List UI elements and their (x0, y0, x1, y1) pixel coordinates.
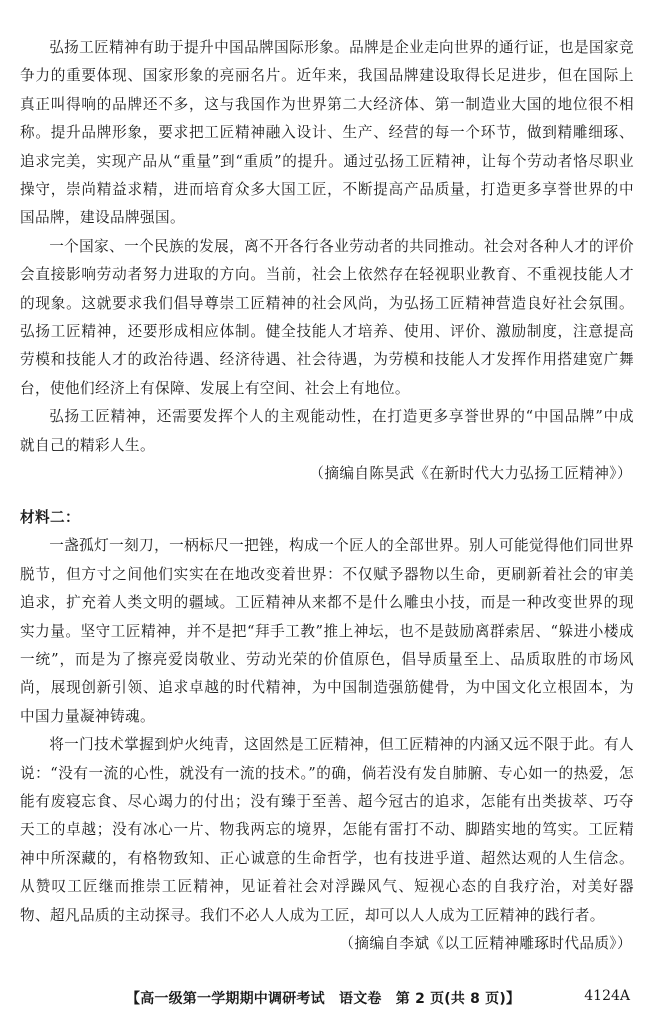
material-two (20, 504, 634, 959)
page-footer (0, 984, 648, 1008)
exam-label: 【高一级第一学期期中调研考试 语文卷 第 2 页(共 8 页)】 (126, 991, 521, 1007)
paragraph: 弘扬工匠精神，还需要发挥个人的主观能动性，在打造更多享誉世界的“中国品牌”中成就自己的精彩人生。 (20, 408, 634, 454)
paragraph: 将一门技术掌握到炉火纯青，这固然是工匠精神，但工匠精神的内涵又远不限于此。有人说：“没有一流的心性，就没有一流的技术。”的确，倘若没有发自肺腑、专心如一的热爱，怎能有废寝忘食、尽心竭力的付出；没有臻于至善、超今冠古的追求，怎能有出类拔萃、巧夺天工的卓越；没有冰心一片、物我两忘的境界，怎能有雷打不动、脚踏实地的笃实。工匠精神中所深藏的，有格物致知、正心诚意的生命哲学，也有技进乎道、超然达观的人生信念。从赞叹工匠继而推崇工匠精神，见证着社会对浮躁风气、短视心态的自我疗治，对美好器物、超凡品质的主动探寻。我们不必人人成为工匠，却可以人人成为工匠精神的践行者。 (20, 736, 634, 924)
paragraph: 一个国家、一个民族的发展，离不开各行各业劳动者的共同推动。社会对各种人才的评价会直接影响劳动者努力进取的方向。当前，社会上依然存在轻视职业教育、不重视技能人才的现象。这就要求我们倡导尊崇工匠精神的社会风尚，为弘扬工匠精神营造良好社会氛围。弘扬工匠精神，还要形成相应体制。健全技能人才培养、使用、评价、激励制度，注意提高劳模和技能人才的政治待遇、经济待遇、社会待遇，为劳模和技能人才发挥作用搭建宽广舞台，使他们经济上有保障、发展上有空间、社会上有地位。 (20, 237, 634, 397)
source-citation: （摘编自陈昊武《在新时代大力弘扬工匠精神》） (309, 465, 632, 483)
section-heading: 材料二： (20, 509, 80, 526)
paper-code: 4124A (584, 988, 630, 1004)
paragraph: 一盏孤灯一刻刀，一柄标尺一把锉，构成一个匠人的全部世界。别人可能觉得他们同世界脱节，但方寸之间他们实实在在地改变着世界：不仅赋予器物以生命，更刷新着社会的审美追求，扩充着人类文明的疆域。工匠精神从来都不是什么雕虫小技，而是一种改变世界的现实力量。坚守工匠精神，并不是把“拜手工教”推上神坛，也不是鼓励离群索居、“躲进小楼成一统”，而是为了擦亮爱岗敬业、劳动光荣的价值原色，倡导质量至上、品质取胜的市场风尚，展现创新引领、追求卓越的时代精神，为中国制造强筋健骨，为中国文化立根固本，为中国力量凝神铸魂。 (20, 537, 634, 725)
material-one (20, 34, 634, 489)
paragraph: 弘扬工匠精神有助于提升中国品牌国际形象。品牌是企业走向世界的通行证，也是国家竞争力的重要体现、国家形象的亮丽名片。近年来，我国品牌建设取得长足进步，但在国际上真正叫得响的品牌还不多，这与我国作为世界第二大经济体、第一制造业大国的地位很不相称。提升品牌形象，要求把工匠精神融入设计、生产、经营的每一个环节，做到精雕细琢、追求完美，实现产品从“重量”到“重质”的提升。通过弘扬工匠精神，让每个劳动者恪尽职业操守，崇尚精益求精，进而培育众多大国工匠，不断提高产品质量，打造更多享誉世界的中国品牌，建设品牌强国。 (20, 39, 634, 227)
source-citation: （摘编自李斌《以工匠精神雕琢时代品质》） (339, 935, 632, 953)
